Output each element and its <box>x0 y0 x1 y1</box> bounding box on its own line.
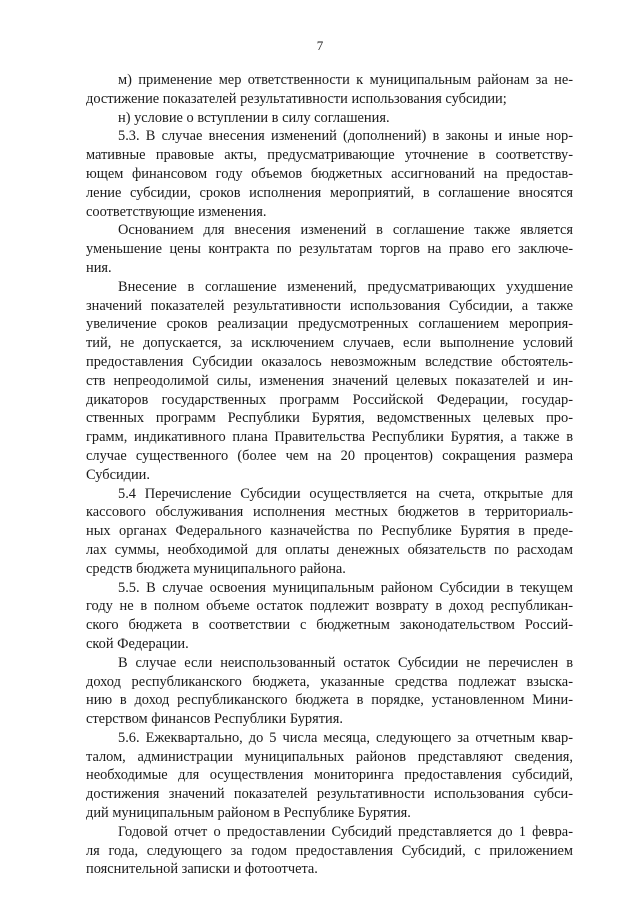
text-line: Годовой отчет о предоставлении Субсидий представляется до 1 февра- <box>118 823 573 840</box>
text-line: Основанием для внесения изменений в соглашение также является <box>118 222 573 239</box>
text-line: пояснительной записки и фотоотчета. <box>86 861 318 878</box>
text-line: ской Федерации. <box>86 635 189 652</box>
text-line: В случае если неиспользованный остаток Субсидии не перечислен в <box>118 654 573 671</box>
text-line: ского бюджета в соответствии с бюджетным законодательством Россий- <box>86 617 573 634</box>
text-line: 5.4 Перечисление Субсидии осуществляется на счета, открытые для <box>118 485 573 502</box>
paragraph <box>86 109 573 128</box>
text-line: дий муниципальным районом в Республике Бурятия. <box>86 805 411 822</box>
text-line: талом, администрации муниципальных районов представляют сведения, <box>86 748 573 765</box>
text-line: ных органах Федерального казначейства по Республике Бурятия в преде- <box>86 523 573 540</box>
text-line: ление субсидии, сроков исполнения мероприятий, в соглашение вносятся <box>86 184 573 201</box>
text-line: лах суммы, необходимой для оплаты денежных обязательств по расходам <box>86 541 573 558</box>
paragraph <box>86 127 573 221</box>
text-line: соответствующие изменения. <box>86 203 267 220</box>
text-line: предоставления Субсидии оказалось невозможным вследствие обстоятель- <box>86 353 573 370</box>
paragraph <box>86 823 573 879</box>
paragraph <box>86 485 573 579</box>
text-line: достижение показателей результативности использования субсидии; <box>86 90 507 107</box>
text-line: средств бюджета муниципального района. <box>86 560 346 577</box>
text-line: Внесение в соглашение изменений, предусматривающих ухудшение <box>118 278 573 295</box>
text-line: мативные правовые акты, предусматривающие уточнение в соответству- <box>86 147 573 164</box>
document-body <box>86 71 573 879</box>
paragraph <box>86 221 573 277</box>
paragraph <box>86 729 573 823</box>
text-line: м) применение мер ответственности к муниципальным районам за не- <box>118 72 573 88</box>
text-line: году не в полном объеме остаток подлежит возврату в доход республикан- <box>86 598 573 615</box>
text-line: уменьшение цены контракта по результатам торгов на право его заключе- <box>86 241 573 258</box>
text-line: ств непреодолимой силы, изменения значений целевых показателей и ин- <box>86 372 573 389</box>
text-line: дикаторов государственных программ Российской Федерации, государ- <box>86 391 573 408</box>
text-line: случае существенного (более чем на 20 процентов) сокращения размера <box>86 447 573 464</box>
text-line: ния. <box>86 259 112 276</box>
text-line: достижения значений показателей результативности использования субси- <box>86 786 573 803</box>
text-line: тий, не допускается, за исключением случаев, если выполнение условий <box>86 335 573 352</box>
page-number: 7 <box>316 38 324 53</box>
text-line: грамм, индикативного плана Правительства Республики Бурятия, а также в <box>86 429 573 446</box>
text-line: увеличение сроков реализации предусмотренных соглашением мероприя- <box>86 316 573 333</box>
paragraph <box>86 278 573 485</box>
text-line: стерством финансов Республики Бурятия. <box>86 711 343 728</box>
text-line: необходимые для осуществления мониторинга предоставления субсидий, <box>86 767 573 784</box>
text-line: нию в доход республиканского бюджета в порядке, установленном Мини- <box>86 692 573 709</box>
text-line: ственных программ Республики Бурятия, ведомственных целевых про- <box>86 410 573 427</box>
text-line: 5.3. В случае внесения изменений (дополнений) в законы и иные нор- <box>118 128 573 145</box>
text-line: Субсидии. <box>86 466 150 483</box>
paragraph <box>86 579 573 654</box>
text-line: кассового обслуживания исполнения местных бюджетов в территориаль- <box>86 504 573 521</box>
paragraph <box>86 654 573 729</box>
text-line: значений показателей результативности использования Субсидии, а также <box>86 297 573 314</box>
text-line: 5.6. Ежеквартально, до 5 числа месяца, следующего за отчетным квар- <box>118 729 573 746</box>
text-line: доход республиканского бюджета, указанные средства подлежат взыска- <box>86 673 573 690</box>
paragraph <box>86 71 573 109</box>
text-line: 5.5. В случае освоения муниципальным районом Субсидии в текущем <box>118 579 573 596</box>
text-line: ля года, следующего за годом предоставления Субсидий, с приложением <box>86 842 573 859</box>
text-line: н) условие о вступлении в силу соглашения. <box>118 109 390 126</box>
text-line: ющем финансовом году объемов бюджетных ассигнований на предостав- <box>86 165 573 182</box>
